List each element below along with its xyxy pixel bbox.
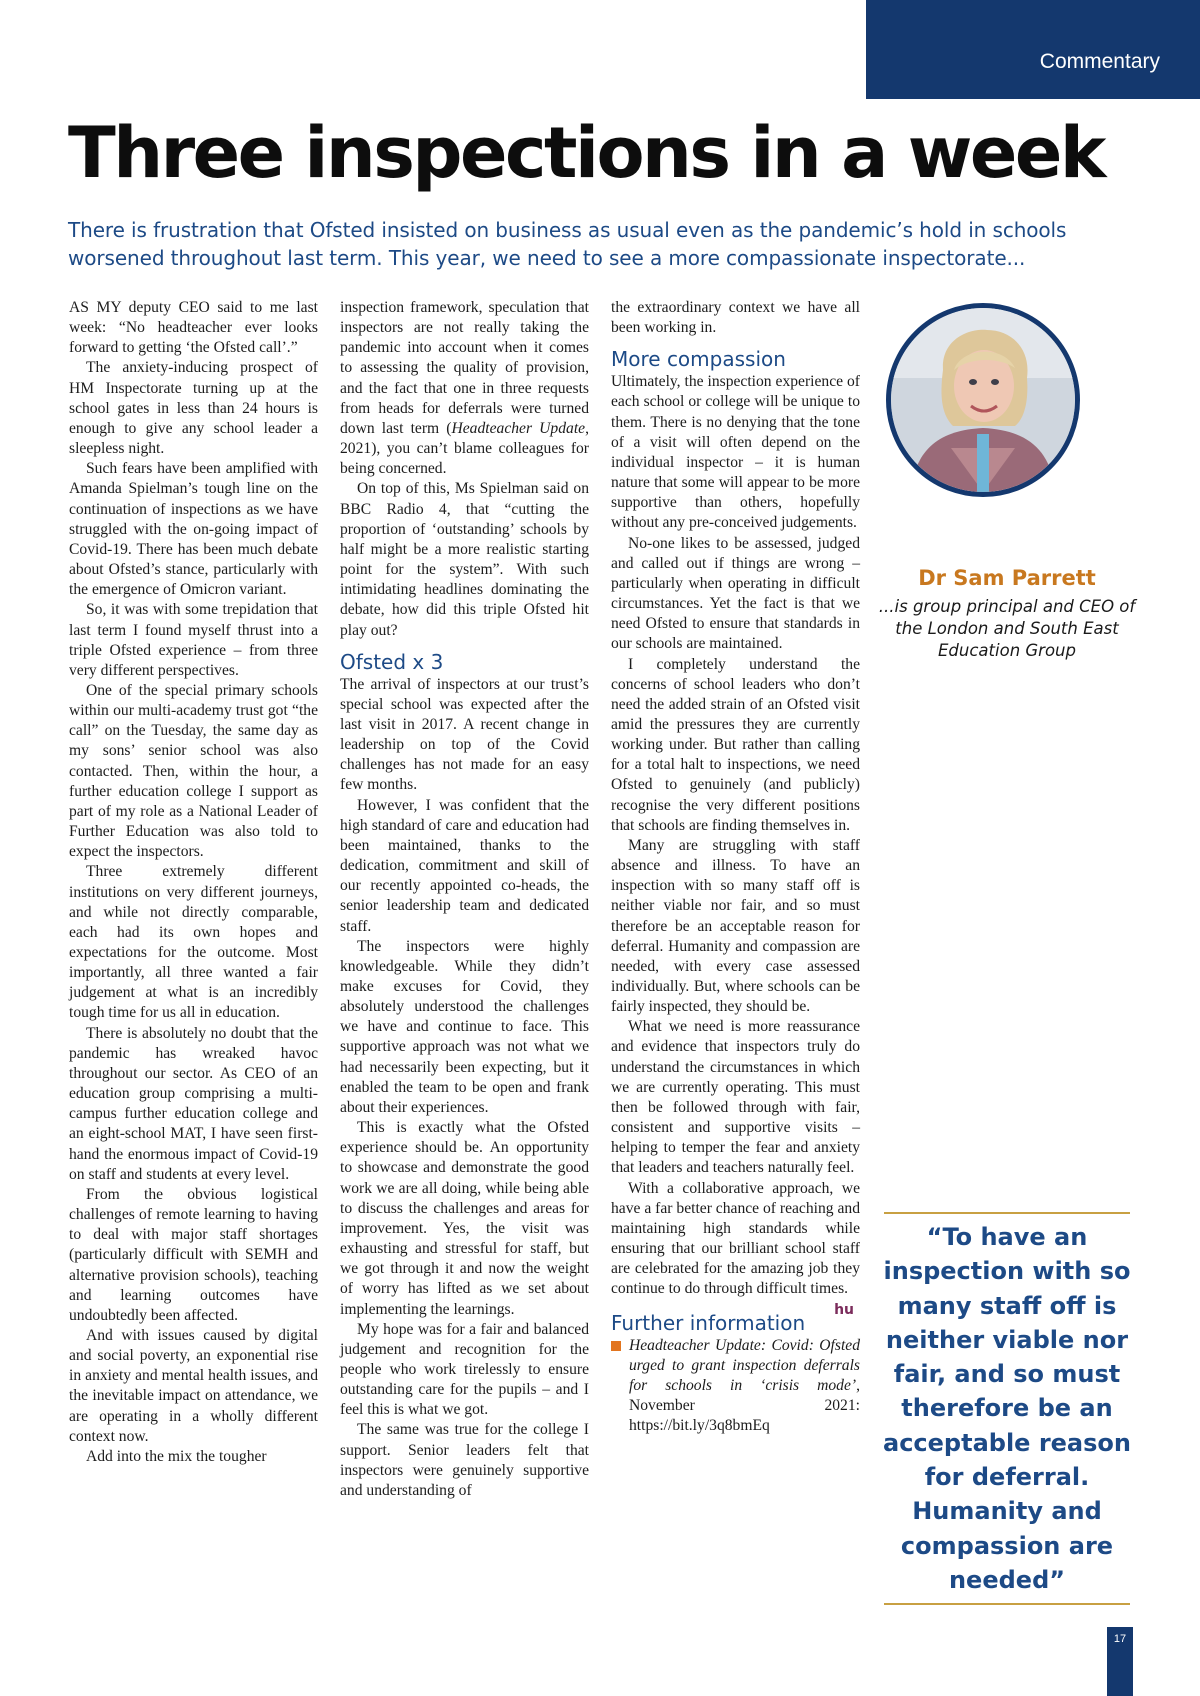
paragraph (611, 1179, 860, 1318)
page-number-tab (1107, 1627, 1133, 1696)
paragraph: And with issues caused by digital and social poverty, an exponential rise in anxiety and mental health issues, and the inevitable impact on attendance, we are operating in a wholly different context now. (69, 1326, 318, 1445)
page-number: 17 (1113, 1633, 1127, 1645)
paragraph: No-one likes to be assessed, judged and called out if things are wrong – particularly when operating in difficult circumstances. Yet the fact is that we need Ofsted to ensure that standards in our schools are maintained. (611, 534, 860, 653)
paragraph: What we need is more reassurance and evidence that inspectors truly do understand the circumstances in which we are currently operating. This must then be followed through with fair, consistent and supportive visits – helping to temper the fear and anxiety that leaders and teachers naturally feel. (611, 1018, 860, 1177)
paragraph: On top of this, Ms Spielman said on BBC Radio 4, that “cutting the proportion of ‘outstanding’ schools by half might be a more realistic starting point for the system”. With such intimidating headlines dominating the debate, how did this triple Ofsted hit play out? (340, 480, 589, 639)
pull-quote-rule-top (884, 1212, 1130, 1214)
text-run: , 2021), you can’t blame colleagues for being concerned. (340, 419, 589, 478)
subheading-ofsted-x3: Ofsted x 3 (340, 649, 444, 674)
reference-item (611, 1336, 860, 1437)
subheading-more-compassion: More compassion (611, 347, 786, 372)
paragraph: Such fears have been amplified with Amanda Spielman’s tough line on the continuation of inspections as we have struggled with the on-going impact of Covid-19. There has been much debate about Ofsted’s stance, particularly with the emergence of Omicron variant. (69, 460, 318, 599)
standfirst-line-2: worsened throughout last term. This year, we need to see a more compassionate inspectorate... (68, 246, 1026, 270)
square-bullet-icon (611, 1341, 621, 1351)
paragraph: However, I was confident that the high standard of care and education had been maintained, thanks to the dedication, commitment and skill of our recently appointed co-heads, the senior leadership team and dedicated staff. (340, 796, 589, 935)
citation: Headteacher Update (451, 419, 586, 437)
text-run: With a collaborative approach, we have a far better chance of reaching and maintaining high standards while ensuring that our brilliant school staff are celebrated for the amazing job they continue to do through difficult times. (611, 1179, 860, 1298)
pull-quote: “To have an inspection with so many staff off is neither viable nor fair, and so must therefore be an acceptable reason for deferral. Humanity and compassion are needed” (883, 1223, 1131, 1594)
paragraph: Add into the mix the tougher (86, 1447, 267, 1465)
author-portrait (886, 303, 1080, 497)
further-information-list (611, 1336, 860, 1437)
section-label: Commentary (1039, 50, 1160, 73)
standfirst-line-1: There is frustration that Ofsted insisted on business as usual even as the pandemic’s hold in schools (68, 218, 1067, 242)
paragraph: This is exactly what the Ofsted experience should be. An opportunity to showcase and demonstrate the good work we are all doing, while being able to discuss the challenges and areas for improvement. Yes, the visit was exhausting and stressful for staff, but we got through it and now the weight of worry has lifted as we set about implementing the learnings. (340, 1119, 589, 1318)
section-tab (866, 0, 1200, 99)
paragraph: The arrival of inspectors at our trust’s special school was expected after the last visit in 2017. A recent change in leadership on top of the Covid challenges has not made for an easy few months. (340, 675, 589, 794)
portrait-illustration (891, 308, 1075, 492)
paragraph: Ultimately, the inspection experience of each school or college will be unique to them. There is no denying that the tone of a visit will often depend on the individual inspector – it is human nature that some will appear to be more supportive than others, hopefully without any pre-conceived judgements. (611, 373, 860, 532)
reference-title: Headteacher Update: Covid: Ofsted urged to grant inspection deferrals for schools in ‘crisis mode’ (629, 1336, 860, 1394)
article-column-1 (69, 298, 318, 1467)
standfirst (68, 216, 1128, 272)
author-name: Dr Sam Parrett (918, 566, 1096, 590)
paragraph: There is absolutely no doubt that the pandemic has wreaked havoc throughout our sector. As CEO of an education group comprising a multi-campus further education college and an eight-school MAT, I have seen first-hand the enormous impact of Covid-19 on staff and students at every level. (69, 1024, 318, 1183)
headline: Three inspections in a week (68, 112, 1104, 194)
paragraph: Many are struggling with staff absence and illness. To have an inspection with so many staff off is neither viable nor fair, and so must therefore be an acceptable reason for deferral. Humanity and compassion are needed, with every case assessed individually. But, where schools can be fairly inspected, they should be. (611, 836, 860, 1016)
article-column-3 (611, 298, 860, 1436)
paragraph: The anxiety-inducing prospect of HM Inspectorate turning up at the school gates in less than 24 hours is enough to give any school leader a sleepless night. (69, 359, 318, 458)
paragraph (340, 298, 589, 479)
paragraph: the extraordinary context we have all been working in. (611, 299, 860, 337)
paragraph: The inspectors were highly knowledgeable. While they didn’t make excuses for Covid, they absolutely understood the challenges we have and continue to face. This supportive approach was not what we had necessarily been expecting, but it enabled the team to be open and frank about their experiences. (340, 937, 589, 1116)
paragraph: From the obvious logistical challenges of remote learning to having to deal with major staff shortages (particularly difficult with SEMH and alternative provision schools), teaching and learning outcomes have undoubtedly been affected. (69, 1185, 318, 1324)
paragraph: So, it was with some trepidation that last term I found myself thrust into a triple Ofsted experience – from three very different perspectives. (69, 601, 318, 679)
paragraph: Three extremely different institutions on very different journeys, and while not directly comparable, each had its own hopes and expectations for the outcome. Most importantly, all three wanted a fair judgement at what is an incredibly tough time for us all in education. (69, 863, 318, 1022)
sign-off-logo: hu (834, 1301, 854, 1318)
paragraph: I completely understand the concerns of school leaders who don’t need the added strain of an Ofsted visit amid the pressures they are currently working under. But rather than calling for a total halt to inspections, we need Ofsted to genuinely (and publicly) recognise the very different positions that schools are finding themselves in. (611, 655, 860, 834)
paragraph: My hope was for a fair and balanced judgement and recognition for the people who work tirelessly to ensure outstanding care for the pupils – and I feel this is what we got. (340, 1320, 589, 1419)
text-run: inspection framework, speculation that inspectors are not really taking the pandemic into account when it comes to assessing the quality of provision, and the fact that one in three requests from heads for deferrals were turned down last term ( (340, 299, 589, 437)
article-column-2 (340, 298, 589, 1501)
paragraph: AS MY deputy CEO said to me last week: “No headteacher ever looks forward to getting ‘the Ofsted call’.” (69, 299, 318, 357)
reference-details: , November 2021: https://bit.ly/3q8bmEq (629, 1376, 860, 1435)
author-description: ...is group principal and CEO of the London and South East Education Group (878, 597, 1136, 660)
pull-quote-rule-bottom (884, 1603, 1130, 1605)
paragraph: One of the special primary schools within our multi-academy trust got “the call” on the Tuesday, the same day as my sons’ senior school was also contacted. Then, within the hour, a further education college I support as part of my role as a National Leader of Further Education was also told to expect the inspectors. (69, 681, 318, 861)
subheading-further-information: Further information (611, 1310, 806, 1335)
paragraph: The same was true for the college I support. Senior leaders felt that inspectors were genuinely supportive and understanding of (340, 1421, 589, 1499)
